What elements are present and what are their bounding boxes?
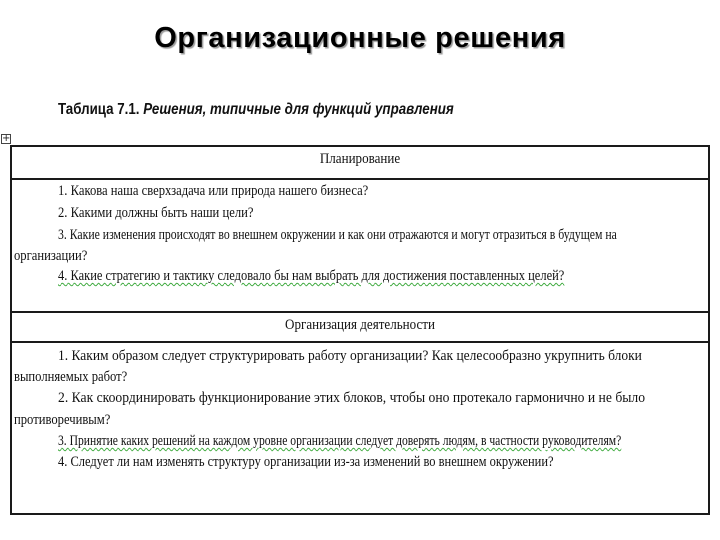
table-bottom-border (10, 513, 710, 515)
organization-line-3: 2. Как скоординировать функционирование этих блоков, чтобы оно протекало гармонично и не было (58, 390, 646, 406)
table-caption-number: Таблица 7.1. (58, 101, 140, 118)
header-separator-2 (10, 341, 710, 343)
header-separator-1 (10, 178, 710, 180)
organization-line-2: выполняемых работ? (14, 369, 128, 385)
section-separator (10, 311, 710, 313)
section-header-organization: Организация деятельности (285, 317, 435, 333)
organization-line-5: 3. Принятие каких решений на каждом уровне организации следует доверять людям, в частности руководителям? (58, 433, 622, 449)
planning-line-3: 3. Какие изменения происходят во внешнем окружении и как они отражаются и могут отразиться в будущем на (58, 227, 617, 243)
table-right-border (708, 145, 710, 515)
table-move-handle-icon[interactable]: + (2, 133, 11, 144)
table-caption (58, 101, 454, 119)
table-left-border (10, 145, 12, 515)
planning-line-1: 1. Какова наша сверхзадача или природа нашего бизнеса? (58, 183, 369, 199)
section-header-planning: Планирование (319, 151, 401, 167)
table-caption-title: Решения, типичные для функций управления (139, 101, 454, 118)
planning-line-4: организации? (14, 248, 88, 264)
planning-line-5: 4. Какие стратегию и тактику следовало бы нам выбрать для достижения поставленных целей? (58, 268, 565, 284)
organization-line-4: противоречивым? (14, 412, 111, 428)
organization-line-6: 4. Следует ли нам изменять структуру организации из-за изменений во внешнем окружении? (58, 454, 554, 470)
planning-line-2: 2. Какими должны быть наши цели? (58, 205, 254, 221)
slide-title: Организационные решения (154, 22, 566, 54)
organization-line-1: 1. Каким образом следует структурировать работу организации? Как целесообразно укрупнить блоки (58, 348, 642, 364)
table-top-border (10, 145, 710, 147)
